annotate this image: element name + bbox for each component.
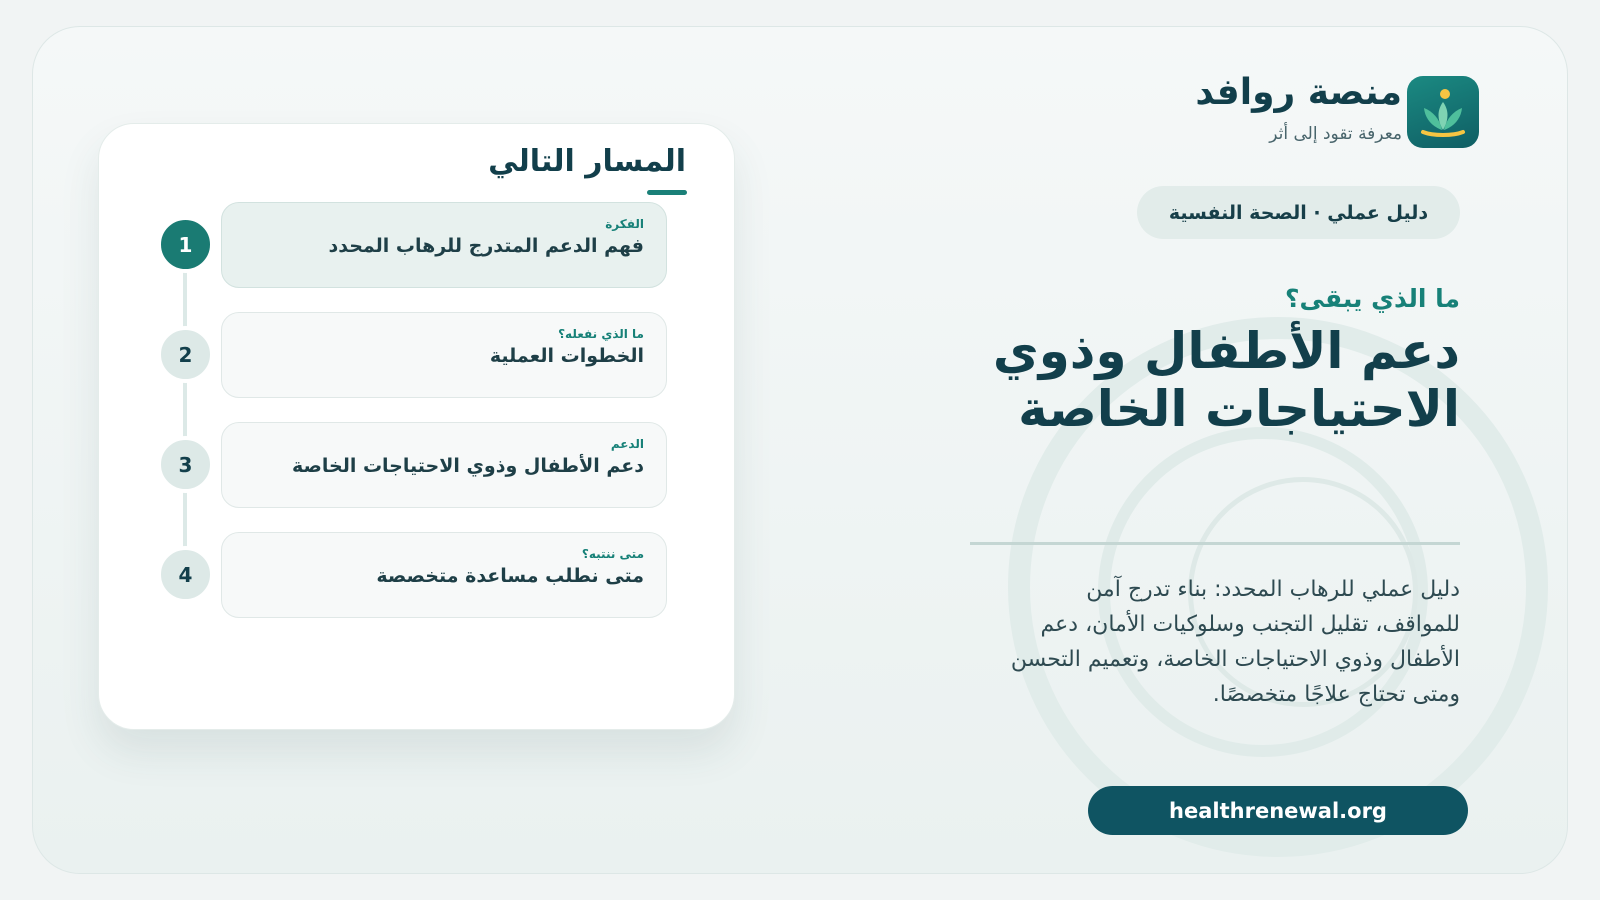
- step-number-4: 4: [157, 546, 214, 603]
- step-number-1: 1: [157, 216, 214, 273]
- step-kicker: ما الذي نفعله؟: [558, 327, 644, 341]
- step-label: فهم الدعم المتدرج للرهاب المحدد: [328, 235, 644, 257]
- hero-kicker: ما الذي يبقى؟: [1285, 284, 1460, 313]
- step-label: الخطوات العملية: [489, 345, 644, 367]
- website-button[interactable]: healthrenewal.org: [1088, 786, 1468, 835]
- step-item-3[interactable]: [221, 422, 667, 508]
- timeline-line: [183, 244, 187, 574]
- hero-description: دليل عملي للرهاب المحدد: بناء تدرج آمن للمواقف، تقليل التجنب وسلوكيات الأمان، دعم الأطفال وذوي الاحتياجات الخاصة، وتعميم التحسن ومتى تحتاج علاجًا متخصصًا.: [1010, 577, 1460, 707]
- step-label: متى نطلب مساعدة متخصصة: [376, 565, 644, 587]
- step-number-3: 3: [157, 436, 214, 493]
- step-kicker: الفكرة: [605, 217, 644, 231]
- step-item-1[interactable]: [221, 202, 667, 288]
- divider: [970, 542, 1460, 545]
- category-badge: دليل عملي · الصحة النفسية: [1137, 186, 1460, 239]
- step-kicker: الدعم: [610, 437, 644, 451]
- brand-tagline: معرفة تقود إلى أثر: [1269, 124, 1402, 144]
- step-kicker: متى ننتبه؟: [581, 547, 644, 561]
- step-number-2: 2: [157, 326, 214, 383]
- lotus-sun-icon: [1407, 76, 1479, 148]
- hero-headline: دعم الأطفال وذوي الاحتياجات الخاصة: [992, 322, 1460, 438]
- step-item-4[interactable]: [221, 532, 667, 618]
- card-title: المسار التالي: [488, 144, 686, 179]
- brand-name: منصة روافد: [1195, 72, 1402, 113]
- title-underline: [647, 190, 687, 195]
- step-item-2[interactable]: [221, 312, 667, 398]
- step-label: دعم الأطفال وذوي الاحتياجات الخاصة: [291, 455, 644, 477]
- next-path-card: [98, 123, 735, 730]
